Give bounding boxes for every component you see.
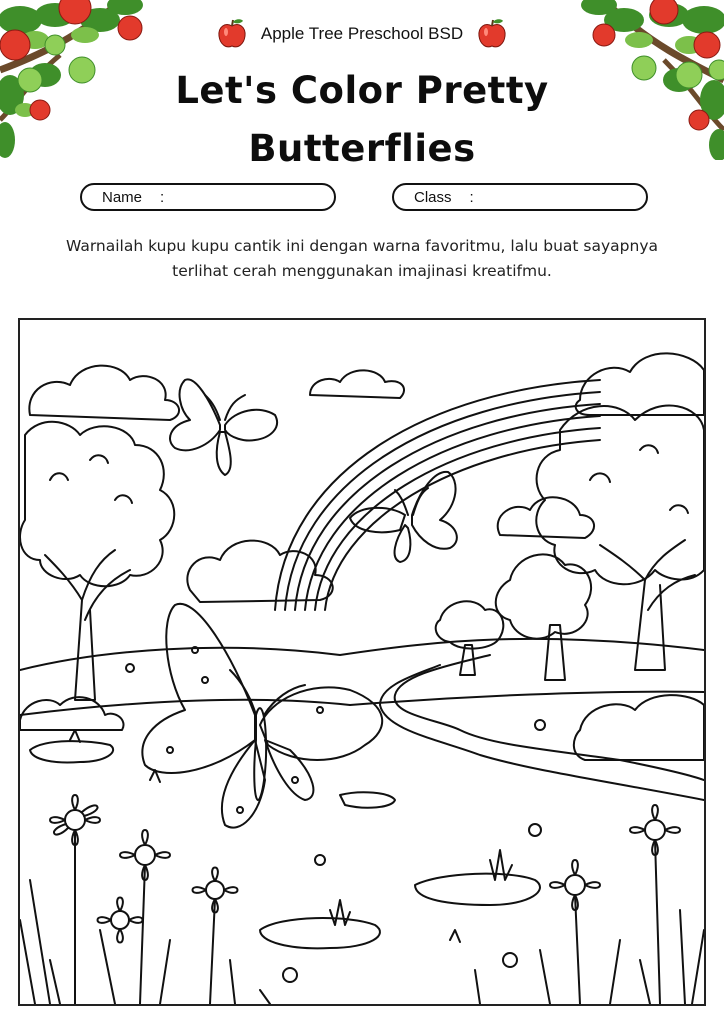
flower	[193, 868, 238, 1005]
title-line-2: Butterflies	[248, 127, 476, 170]
title-line-1: Let's Color Pretty	[175, 69, 549, 112]
name-field[interactable]	[80, 183, 336, 211]
cloud-icon	[498, 497, 594, 538]
butterfly-small	[170, 379, 277, 475]
apple-icon	[477, 18, 507, 50]
hills	[20, 639, 704, 715]
tree-left	[20, 422, 174, 700]
school-name: Apple Tree Preschool BSD	[260, 24, 464, 43]
class-label: Class	[414, 188, 452, 206]
name-label: Name	[102, 188, 143, 206]
coloring-illustration	[18, 318, 706, 1006]
cloud-icon	[310, 370, 404, 398]
tree-small	[436, 601, 504, 675]
class-field[interactable]	[392, 183, 648, 211]
rainbow	[275, 380, 600, 610]
river	[380, 655, 704, 800]
cloud-icon	[29, 366, 179, 420]
apple-icon	[217, 18, 247, 50]
flower	[126, 664, 545, 982]
flower	[98, 898, 143, 943]
page-title	[0, 62, 724, 178]
school-header	[0, 16, 724, 52]
name-separator: :	[160, 188, 165, 206]
cloud-icon	[576, 353, 704, 415]
flower	[630, 805, 680, 1004]
grass	[20, 730, 704, 1004]
flower	[50, 795, 100, 1004]
instructions-text: Warnailah kupu kupu cantik ini dengan warna favoritmu, lalu buat sayapnya terlihat cerah menggunakan imajinasi kreatifmu.	[66, 237, 658, 280]
class-separator: :	[469, 188, 474, 206]
flower	[550, 860, 600, 1004]
